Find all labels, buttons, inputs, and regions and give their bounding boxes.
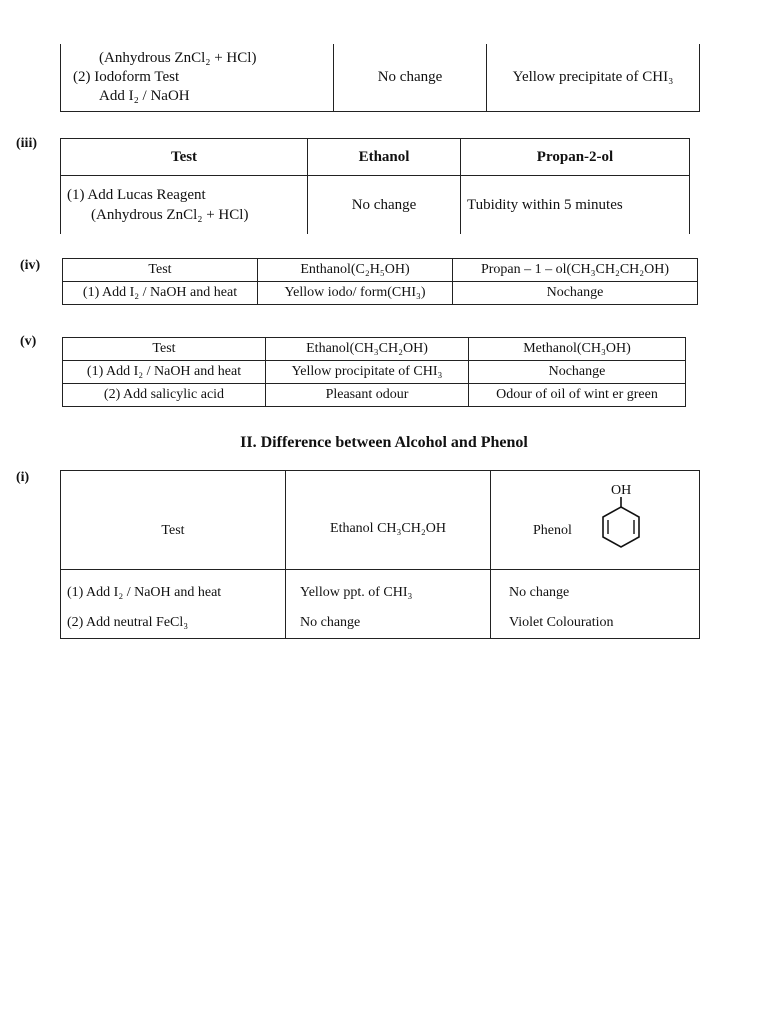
result-cell: [286, 570, 491, 639]
test-line: (2) Iodoform Test: [73, 69, 180, 85]
result-cell: Yellow iodo/ form(CHI₃): [258, 282, 453, 305]
test-line: (Anhydrous ZnCl₂ + HCl): [99, 50, 257, 66]
iodoform-table-iv: [62, 258, 698, 305]
header-cell: Propan-2-ol: [461, 139, 690, 176]
test-line: (1) Add Lucas Reagent: [67, 187, 206, 203]
result-cell: Yellow procipitate of CHI₃: [266, 361, 469, 384]
test-cell: (2) Add salicylic acid: [63, 384, 266, 407]
section-label: (i): [16, 470, 30, 485]
result-line: No change: [509, 585, 570, 600]
test-line: (2) Add neutral FeCl₃: [67, 615, 189, 630]
section-label: (v): [20, 334, 37, 349]
header-cell: Ethanol(CH₃CH₂OH): [266, 338, 469, 361]
result-line: No change: [300, 615, 361, 630]
header-cell: Enthanol(C₂H₅OH): [258, 259, 453, 282]
oh-label: OH: [611, 483, 632, 498]
test-cell: [61, 44, 334, 112]
test-line: (1) Add I₂ / NaOH and heat: [67, 585, 222, 600]
result-cell: Odour of oil of wint er green: [469, 384, 686, 407]
result-cell: Yellow precipitate of CHI₃: [487, 44, 700, 112]
section-label: (iii): [16, 136, 37, 151]
header-cell: Ethanol CH₃CH₂OH: [286, 471, 491, 570]
header-cell: Test: [63, 338, 266, 361]
iodoform-table-v: [62, 337, 686, 407]
header-cell: Propan – 1 – ol(CH₃CH₂CH₂OH): [453, 259, 698, 282]
section-label: (iv): [20, 258, 41, 273]
header-cell: Phenol: [533, 523, 572, 538]
header-cell: Test: [61, 471, 286, 570]
result-cell: Nochange: [469, 361, 686, 384]
result-cell: Pleasant odour: [266, 384, 469, 407]
test-cell: [61, 570, 286, 639]
result-line: Violet Colouration: [509, 615, 614, 630]
result-cell: No change: [334, 44, 487, 112]
phenol-header-cell: [491, 471, 700, 570]
header-cell: Ethanol: [308, 139, 461, 176]
result-cell: Tubidity within 5 minutes: [461, 176, 690, 235]
test-cell: [61, 176, 308, 235]
section-heading: II. Difference between Alcohol and Phenol: [240, 434, 528, 451]
result-cell: [491, 570, 700, 639]
table-continued: [60, 44, 700, 112]
test-line: Add I₂ / NaOH: [99, 88, 190, 104]
result-line: Yellow ppt. of CHI₃: [300, 585, 413, 600]
header-cell: Test: [63, 259, 258, 282]
test-cell: (1) Add I₂ / NaOH and heat: [63, 282, 258, 305]
test-line: (Anhydrous ZnCl₂ + HCl): [91, 207, 249, 223]
alcohol-phenol-table: [60, 470, 700, 639]
result-cell: No change: [308, 176, 461, 235]
test-cell: (1) Add I₂ / NaOH and heat: [63, 361, 266, 384]
lucas-table: [60, 138, 690, 234]
result-cell: Nochange: [453, 282, 698, 305]
header-cell: Methanol(CH₃OH): [469, 338, 686, 361]
header-cell: Test: [61, 139, 308, 176]
